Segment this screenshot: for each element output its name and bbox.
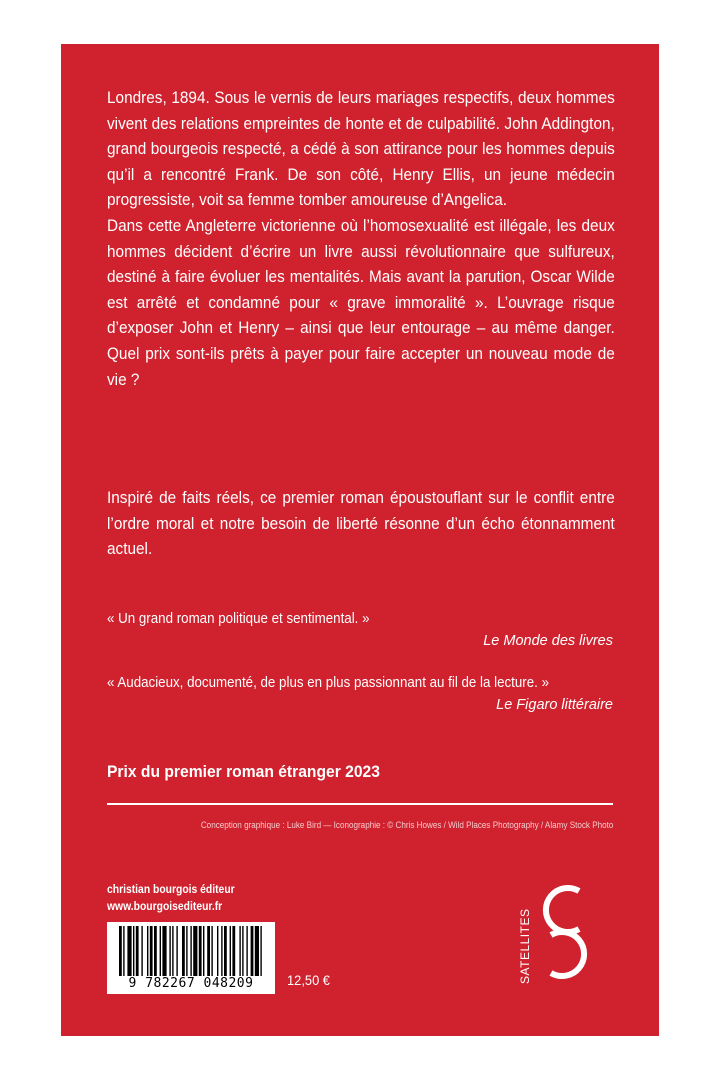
barcode-bar [127,926,131,976]
barcode-bar [211,926,212,976]
barcode-bar [199,926,202,976]
barcode-bar [123,926,124,976]
barcode-bar [251,926,254,976]
publisher-name: christian bourgois éditeur [107,884,235,896]
synopsis-paragraph-1: Londres, 1894. Sous le vernis de leurs mariages respectifs, deux hommes vivent des relations empreintes de honte et de culpabilité. John Addington, grand bourgeois respecté, a cédé à son attirance pour les hommes depuis qu’il a rencontré Frank. De son côté, Henry Ellis, un jeune médecin progressiste, voit sa femme tomber amoureuse d’Angelica. [107,89,615,210]
barcode-bar [207,926,210,976]
barcode-bar [141,926,142,976]
publisher-website: www.bourgoisediteur.fr [107,901,223,913]
prize-line: Prix du premier roman étranger 2023 [107,762,380,781]
barcode [107,922,275,994]
barcode-bar [172,926,173,976]
collection-label: SATELLITES [518,908,532,984]
barcode-bar [255,926,259,976]
barcode-bar [186,926,187,976]
barcode-bar [224,926,227,976]
image-credits: Conception graphique : Luke Bird — Iconographie : © Chris Howes / Wild Places Photography / Alamy Stock Photo [200,820,613,830]
barcode-bar [147,926,148,976]
press-quote-1 [107,609,613,652]
synopsis-paragraph-2: Dans cette Angleterre victorienne où l’homosexualité est illégale, les deux hommes décident d’écrire un livre aussi révolutionnaire que sulfureux, destiné à faire évoluer les mentalités. Mais avant la parution, Oscar Wilde est arrêté et condamné pour « grave immoralité ». L’ouvrage risque d’exposer John et Henry – ainsi que leur entourage – au même danger. Quel prix sont-ils prêts à payer pour faire accepter un nouveau mode de vie ? [107,216,615,389]
divider [107,803,613,805]
barcode-bar [232,926,235,976]
barcode-bar [217,926,218,976]
barcode-bar [260,926,261,976]
barcode-bar [119,926,122,976]
barcode-bar [193,926,197,976]
barcode-bar [221,926,222,976]
inspired-paragraph: Inspiré de faits réels, ce premier roman époustouflant sur le conflit entre l’ordre moral et notre besoin de liberté résonne d’un écho étonnamment actuel. [107,489,615,559]
quote-text: « Un grand roman politique et sentimental. » [107,611,370,627]
quote-source: Le Figaro littéraire [496,697,613,713]
barcode-bar [154,926,157,976]
quote-source: Le Monde des livres [483,633,613,649]
barcode-bar [242,926,243,976]
barcode-bar [190,926,191,976]
barcode-bar [176,926,177,976]
quote-text: « Audacieux, documenté, de plus en plus passionnant au fil de la lecture. » [107,675,550,691]
barcode-bar [160,926,161,976]
publisher-info [107,882,235,916]
barcode-bar [169,926,170,976]
synopsis [107,86,615,393]
barcode-bar [239,926,240,976]
price: 12,50 € [287,972,330,988]
barcode-bar [230,926,231,976]
barcode-digits: 9 782267 048209 [128,976,254,991]
barcode-bar [150,926,153,976]
satellites-logo-icon [535,877,595,987]
book-back-cover [61,44,659,1036]
barcode-bar [136,926,139,976]
barcode-bar [162,926,166,976]
barcode-bar [182,926,185,976]
barcode-bar [133,926,134,976]
press-quote-2 [107,673,613,716]
barcode-bar [246,926,247,976]
barcode-bar [203,926,204,976]
